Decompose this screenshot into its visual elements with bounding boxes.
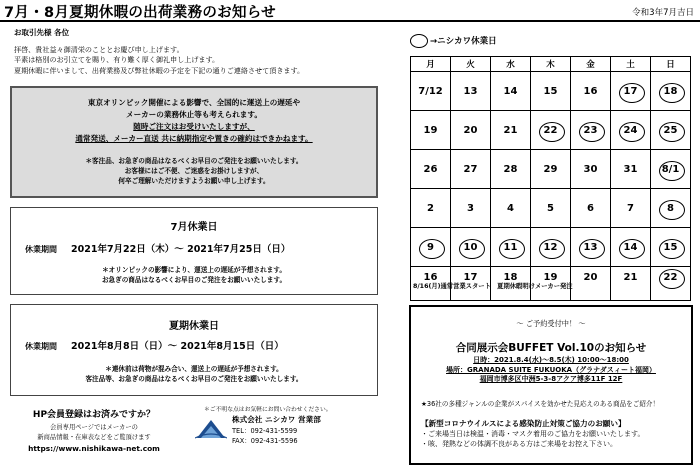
intro-line: 拝啓、貴社益々御清栄のこととお慶び申し上げます。 xyxy=(14,45,184,54)
day-number: 21 xyxy=(503,125,518,136)
calendar-day xyxy=(531,111,571,150)
day-number: 19 xyxy=(543,272,558,283)
calendar-week-row xyxy=(411,72,691,111)
weekday-header-row xyxy=(411,57,691,72)
period-value: 2021年8月8日（日）～ 2021年8月15日（日） xyxy=(71,341,284,352)
day-number: 10 xyxy=(451,242,490,253)
weekday-header: 土 xyxy=(611,57,651,72)
day-number: 25 xyxy=(651,125,690,136)
calendar-day xyxy=(531,72,571,111)
weekday-header: 金 xyxy=(571,57,611,72)
event-box xyxy=(409,305,693,465)
calendar-day xyxy=(651,189,691,228)
addressee: お取引先様 各位 xyxy=(14,28,70,37)
day-number: 20 xyxy=(583,272,598,283)
header-bar xyxy=(0,0,700,22)
day-number: 30 xyxy=(583,164,598,175)
july-holiday-period xyxy=(25,241,290,255)
summer-holiday-notes xyxy=(11,364,377,384)
day-number: 2 xyxy=(427,203,434,214)
calendar-day xyxy=(451,150,491,189)
calendar-day xyxy=(571,267,611,301)
event-special: ★36社の多種ジャンルの企業がスパイスを効かせた見応えのある商品をご紹介！ xyxy=(421,400,660,408)
day-number: 6 xyxy=(587,203,594,214)
calendar-legend xyxy=(410,34,497,48)
calendar-day xyxy=(491,72,531,111)
calendar-body xyxy=(411,72,691,301)
calendar-day xyxy=(571,150,611,189)
day-number: 17 xyxy=(611,86,650,97)
notice-sub-line: 何卒ご理解いただけますようお願い申し上げます。 xyxy=(118,177,270,185)
company-name: 株式会社 ニシカワ 営業部 xyxy=(232,415,321,424)
calendar-day xyxy=(411,189,451,228)
calendar-day xyxy=(491,228,531,267)
weekday-header: 木 xyxy=(531,57,571,72)
note-line: 客注品等、お急ぎの商品はなるべくお早目のご発注をお願いいたします。 xyxy=(85,375,303,383)
calendar-day xyxy=(491,111,531,150)
day-number: 23 xyxy=(571,125,610,136)
intro-line: 平素は格別のお引立てを賜り、有り難く厚く御礼申し上げます。 xyxy=(14,55,220,65)
event-date: 日時：2021.8.4(水)～8.5(木) 10:00～18:00 xyxy=(473,356,629,364)
period-label: 休業期間 xyxy=(25,342,57,351)
july-holiday-notes xyxy=(11,265,377,285)
day-number: 15 xyxy=(651,242,690,253)
day-number: 15 xyxy=(543,86,558,97)
document-date: 令和3年7月吉日 xyxy=(632,8,694,18)
notice-sub xyxy=(12,156,376,186)
day-number: 8/1 xyxy=(651,164,690,175)
hp-url-link[interactable]: https://www.nishikawa-net.com xyxy=(28,444,160,453)
calendar-day xyxy=(571,72,611,111)
day-number: 16 xyxy=(423,272,438,283)
company-tel: TEL：092-431-5599 xyxy=(232,426,298,435)
day-number: 20 xyxy=(463,125,478,136)
day-number: 19 xyxy=(423,125,438,136)
calendar-day xyxy=(651,111,691,150)
calendar-day xyxy=(611,267,651,301)
event-address: 福岡市博多区中洲5-3-8アクア博多11F 12F xyxy=(479,375,623,383)
calendar-day xyxy=(571,189,611,228)
hp-question: HP会員登録はお済みですか？ xyxy=(32,410,156,420)
hp-description xyxy=(14,423,174,442)
day-number: 27 xyxy=(463,164,478,175)
period-label: 休業期間 xyxy=(25,245,57,254)
day-number: 24 xyxy=(611,125,650,136)
hp-desc-line: 新商品情報・在庫表などをご覧頂けます xyxy=(37,433,151,441)
day-number: 28 xyxy=(503,164,518,175)
intro-line: 夏期休暇に伴いまして、出荷業務及び弊社休暇の予定を下記の通りご連絡させて頂きます。 xyxy=(14,65,305,75)
day-number: 26 xyxy=(423,164,438,175)
holiday-circle-icon xyxy=(410,34,428,48)
calendar-day xyxy=(451,189,491,228)
note-line: ＊オリンピックの影響により、運送上の遅延が予想されます。 xyxy=(102,266,286,274)
reservation-announcement: ～ ご予約受付中！ ～ xyxy=(516,319,586,328)
note-line: お急ぎの商品はなるべくお早目のご発注をお願いいたします。 xyxy=(101,276,287,284)
calendar-day xyxy=(611,111,651,150)
day-number: 3 xyxy=(467,203,474,214)
day-number: 9 xyxy=(411,242,450,253)
company-info xyxy=(232,415,321,447)
day-number: 11 xyxy=(491,242,530,253)
calendar-table xyxy=(410,56,691,301)
weekday-header: 日 xyxy=(651,57,691,72)
company-logo-icon xyxy=(195,416,227,440)
contact-note: ＊ご不明な点はお気軽にお問い合わせください。 xyxy=(204,407,332,413)
july-holiday-box xyxy=(10,207,378,295)
day-number: 7 xyxy=(627,203,634,214)
calendar-day xyxy=(611,150,651,189)
calendar-day xyxy=(611,189,651,228)
event-title: 合同展示会BUFFET Vol.10のお知らせ xyxy=(455,342,647,354)
day-number: 16 xyxy=(583,86,598,97)
day-number: 13 xyxy=(463,86,478,97)
company-fax: FAX：092-431-5596 xyxy=(232,437,298,445)
day-number: 12 xyxy=(531,242,570,253)
day-number: 4 xyxy=(507,203,514,214)
calendar-day xyxy=(571,111,611,150)
day-number: 22 xyxy=(531,125,570,136)
calendar-day xyxy=(611,72,651,111)
weekday-header: 月 xyxy=(411,57,451,72)
calendar-week-row xyxy=(411,150,691,189)
day-number: 22 xyxy=(651,272,690,283)
calendar-day xyxy=(451,228,491,267)
intro-text xyxy=(14,45,394,76)
calendar-week-row xyxy=(411,111,691,150)
day-number: 17 xyxy=(463,272,478,283)
hp-member-section xyxy=(14,407,174,453)
calendar-note: 8/16(月)通常営業スタート 夏期休暇明けメーカー発注 xyxy=(413,283,573,290)
calendar-day xyxy=(651,72,691,111)
calendar-day xyxy=(411,72,451,111)
day-number: 29 xyxy=(543,164,558,175)
olympic-notice-box xyxy=(10,86,378,198)
notice-lines xyxy=(12,97,376,145)
notice-line: メーカーの業務休止等も考えられます。 xyxy=(126,110,262,119)
calendar-week-row xyxy=(411,189,691,228)
day-number: 18 xyxy=(651,86,690,97)
summer-holiday-title: 夏期休業日 xyxy=(169,321,219,332)
notice-line: 通常発送、メーカー直送 共に納期指定や置きの確約はできかねます。 xyxy=(75,134,313,143)
calendar-day xyxy=(611,228,651,267)
calendar-day xyxy=(411,228,451,267)
weekday-header: 水 xyxy=(491,57,531,72)
event-info xyxy=(411,356,691,385)
note-line: ＊連休前は荷物が混み合い、運送上の遅延が予想されます。 xyxy=(105,365,283,373)
day-number: 14 xyxy=(611,242,650,253)
covid-title: 【新型コロナウイルスによる感染防止対策ご協力のお願い】 xyxy=(421,419,626,428)
day-number: 14 xyxy=(503,86,518,97)
day-number: 21 xyxy=(623,272,638,283)
calendar-day xyxy=(491,150,531,189)
calendar-day xyxy=(651,267,691,301)
calendar-day xyxy=(411,150,451,189)
covid-notice xyxy=(421,419,644,449)
holiday-calendar xyxy=(410,56,691,301)
calendar-day xyxy=(411,111,451,150)
calendar-day xyxy=(451,111,491,150)
calendar-day xyxy=(531,228,571,267)
summer-holiday-period xyxy=(25,338,284,352)
calendar-day xyxy=(491,189,531,228)
calendar-day xyxy=(531,189,571,228)
notice-sub-line: ＊客注品、お急ぎの商品はなるべくお早目のご発注をお願いいたします。 xyxy=(85,157,303,165)
summer-holiday-box xyxy=(10,304,378,396)
calendar-day xyxy=(651,150,691,189)
july-holiday-title: 7月休業日 xyxy=(170,222,218,233)
weekday-header: 火 xyxy=(451,57,491,72)
notice-line: 東京オリンピック開催による影響で、全国的に運送上の遅延や xyxy=(87,98,301,107)
hp-desc-line: 会員専用ページではメーカーの xyxy=(50,424,138,431)
calendar-day xyxy=(571,228,611,267)
calendar-week-row xyxy=(411,228,691,267)
day-number: 18 xyxy=(503,272,518,283)
day-number: 13 xyxy=(571,242,610,253)
calendar-day xyxy=(531,150,571,189)
day-number: 8 xyxy=(651,203,690,214)
period-value: 2021年7月22日（木）～ 2021年7月25日（日） xyxy=(71,244,291,255)
covid-line: ・咳、発熱などの体調不良がある方はご来場をお控え下さい。 xyxy=(421,440,617,448)
event-venue: 場所：GRANADA SUITE FUKUOKA（グラナダスィート福岡） xyxy=(446,365,656,374)
covid-line: ・ご来場当日は検温・消毒・マスク着用のご協力をお願いいたします。 xyxy=(421,430,645,438)
notice-line: 随時ご注文はお受けいたしますが、 xyxy=(133,122,255,131)
day-number: 7/12 xyxy=(418,86,443,97)
notice-sub-line: お客様にはご不便、ご迷惑をお掛けしますが、 xyxy=(124,167,264,175)
page-title: 7月・8月夏期休暇の出荷業務のお知らせ xyxy=(4,5,276,21)
legend-label: →ニシカワ休業日 xyxy=(430,36,497,47)
calendar-day xyxy=(451,72,491,111)
day-number: 31 xyxy=(623,164,638,175)
calendar-day xyxy=(651,228,691,267)
day-number: 5 xyxy=(547,203,554,214)
